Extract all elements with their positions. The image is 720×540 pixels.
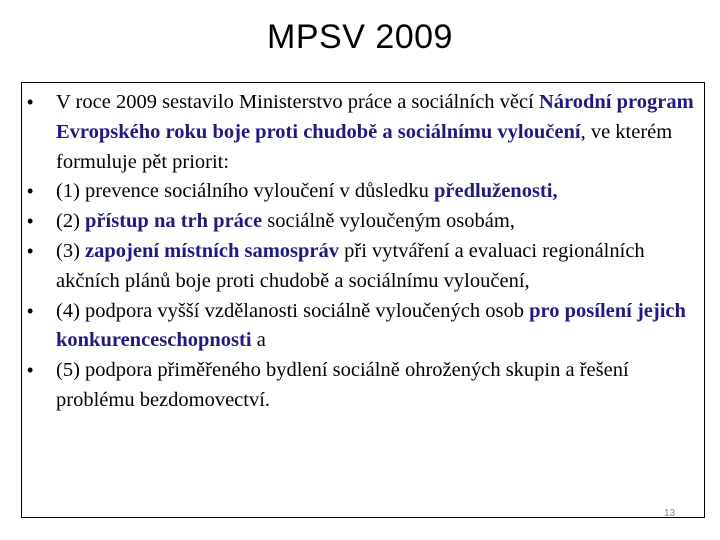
bullet-item-priority-2 (27, 207, 699, 237)
bullet-item-program (27, 88, 699, 177)
bullet-icon: • (27, 181, 34, 202)
bullet-item-priority-4 (27, 297, 699, 357)
bullet-text-intro: (5) podpora přiměřeného bydlení sociálně ohrožených skupin a řešení problému bezdomovectví. (56, 359, 629, 411)
bullet-text-highlight: předluženosti, (434, 180, 558, 203)
bullet-item-priority-3 (27, 237, 699, 297)
bullet-text-intro: (2) (56, 210, 86, 233)
bullet-icon: • (27, 92, 34, 112)
page-number: 13 (664, 508, 676, 519)
bullet-item-priority-5 (27, 356, 699, 416)
bullet-text-intro: (3) (56, 239, 86, 262)
bullet-list (27, 88, 699, 416)
bullet-text-highlight: pro posílení jejich konkurenceschopnosti (56, 299, 686, 352)
bullet-text-highlight: přístup na trh práce (85, 210, 263, 233)
bullet-text-rest: sociálně vyloučeným osobám, (262, 210, 515, 233)
bullet-text-rest: při vytváření a evaluaci regionálních akčních plánů boje proti chudobě a sociálnímu vyloučení, (56, 239, 645, 292)
bullet-text-rest: a (251, 329, 266, 352)
bullet-text-highlight: zapojení místních samospráv (85, 239, 340, 262)
bullet-icon: • (27, 211, 34, 232)
bullet-item-priority-1 (27, 177, 699, 207)
bullet-icon: • (27, 300, 34, 321)
bullet-icon: • (27, 240, 34, 261)
bullet-icon: • (27, 360, 34, 381)
bullet-text-intro: V roce 2009 sestavilo Ministerstvo práce a sociálních věcí (56, 91, 539, 113)
bullet-text-intro: (1) prevence sociálního vyloučení v důsledku (56, 180, 434, 203)
bullet-text-intro: (4) podpora vyšší vzdělanosti sociálně vyloučených osob (56, 299, 530, 322)
bullet-text-highlight: Národní program Evropského roku boje proti chudobě a sociálnímu vyloučení (56, 91, 694, 143)
bullet-text-rest: , ve kterém formuluje pět priorit: (56, 120, 673, 173)
slide-title: MPSV 2009 (267, 18, 453, 56)
